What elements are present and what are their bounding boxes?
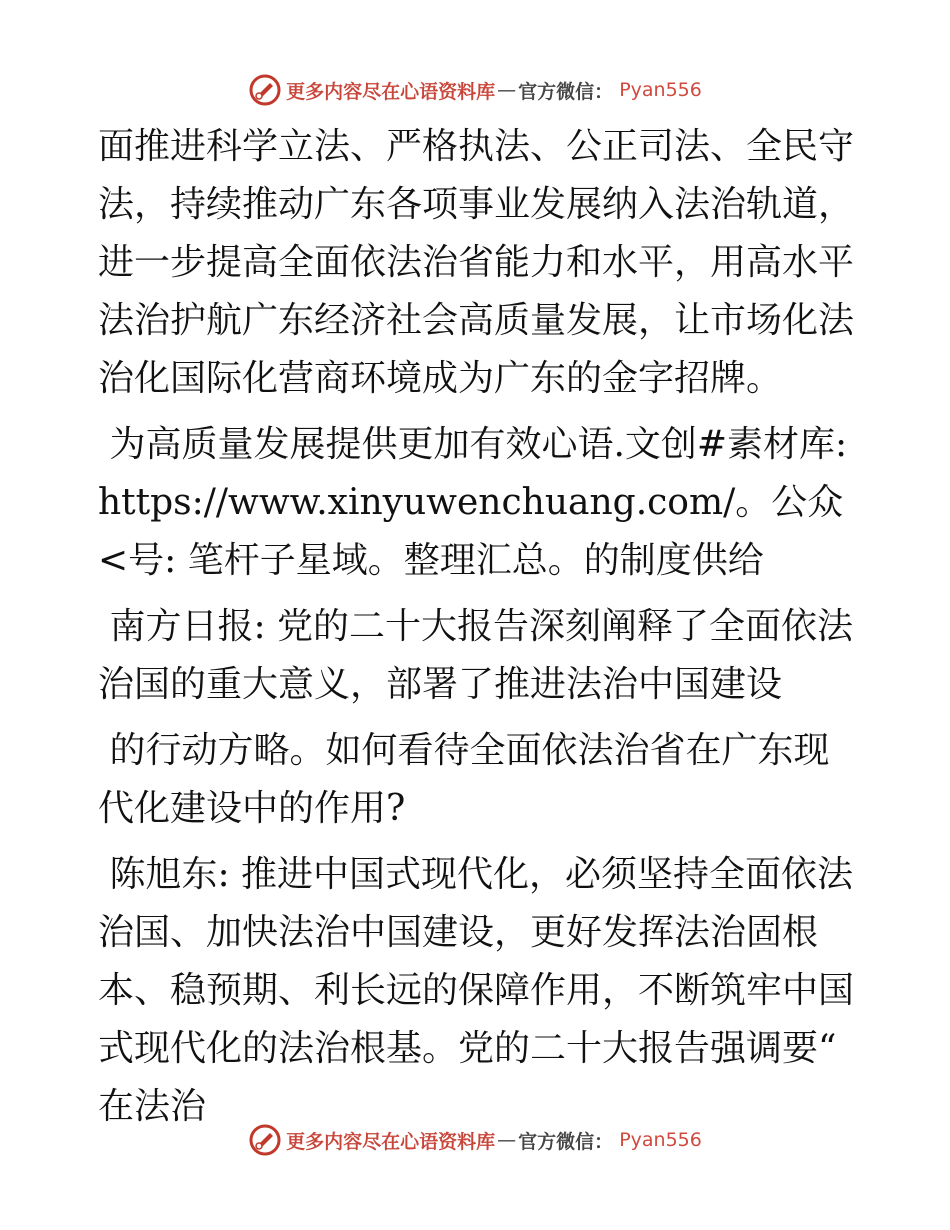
logo-icon [248, 73, 282, 107]
paragraph-4: 的行动方略。如何看待全面依法治省在广东现代化建设中的作用? [98, 730, 830, 829]
paragraph-5: 陈旭东: 推进中国式现代化，必须坚持全面依法治国、加快法治中国建设，更好发挥法治固根本、稳预期、利长远的保障作用，不断筑牢中国式现代化的法治根基。党的二十大报告强调要“ 在法治 [98, 854, 855, 1127]
banner-wechat-label: 官方微信： [518, 1130, 614, 1153]
footer-banner [0, 1120, 950, 1160]
paragraph-3: 南方日报: 党的二十大报告深刻阐释了全面依法治国的重大意义，部署了推进法治中国建设 [98, 606, 854, 705]
banner-wechat-label: 官方微信： [518, 80, 614, 103]
banner-wechat-id: Pyan556 [619, 1129, 702, 1151]
document-body [98, 118, 858, 1136]
banner-separator: — [497, 1129, 517, 1151]
banner-wechat-id: Pyan556 [619, 79, 702, 101]
logo-icon [248, 1123, 282, 1157]
banner-brand: 更多内容尽在心语资料库 [286, 1130, 496, 1153]
header-banner [0, 70, 950, 110]
banner-separator: — [497, 79, 517, 101]
paragraph-2: 为高质量发展提供更加有效心语.文创#素材库: https://www.xinyuwenchuang.com/。公众<号: 笔杆子星域。整理汇总。的制度供给 [98, 424, 859, 581]
banner-brand: 更多内容尽在心语资料库 [286, 80, 496, 103]
paragraph-1: 面推进科学立法、严格执法、公正司法、全民守法，持续推动广东各项事业发展纳入法治轨道，进一步提高全面依法治省能力和水平，用高水平法治护航广东经济社会高质量发展，让市场化法治化国际化营商环境成为广东的金字招牌。 [98, 126, 855, 399]
